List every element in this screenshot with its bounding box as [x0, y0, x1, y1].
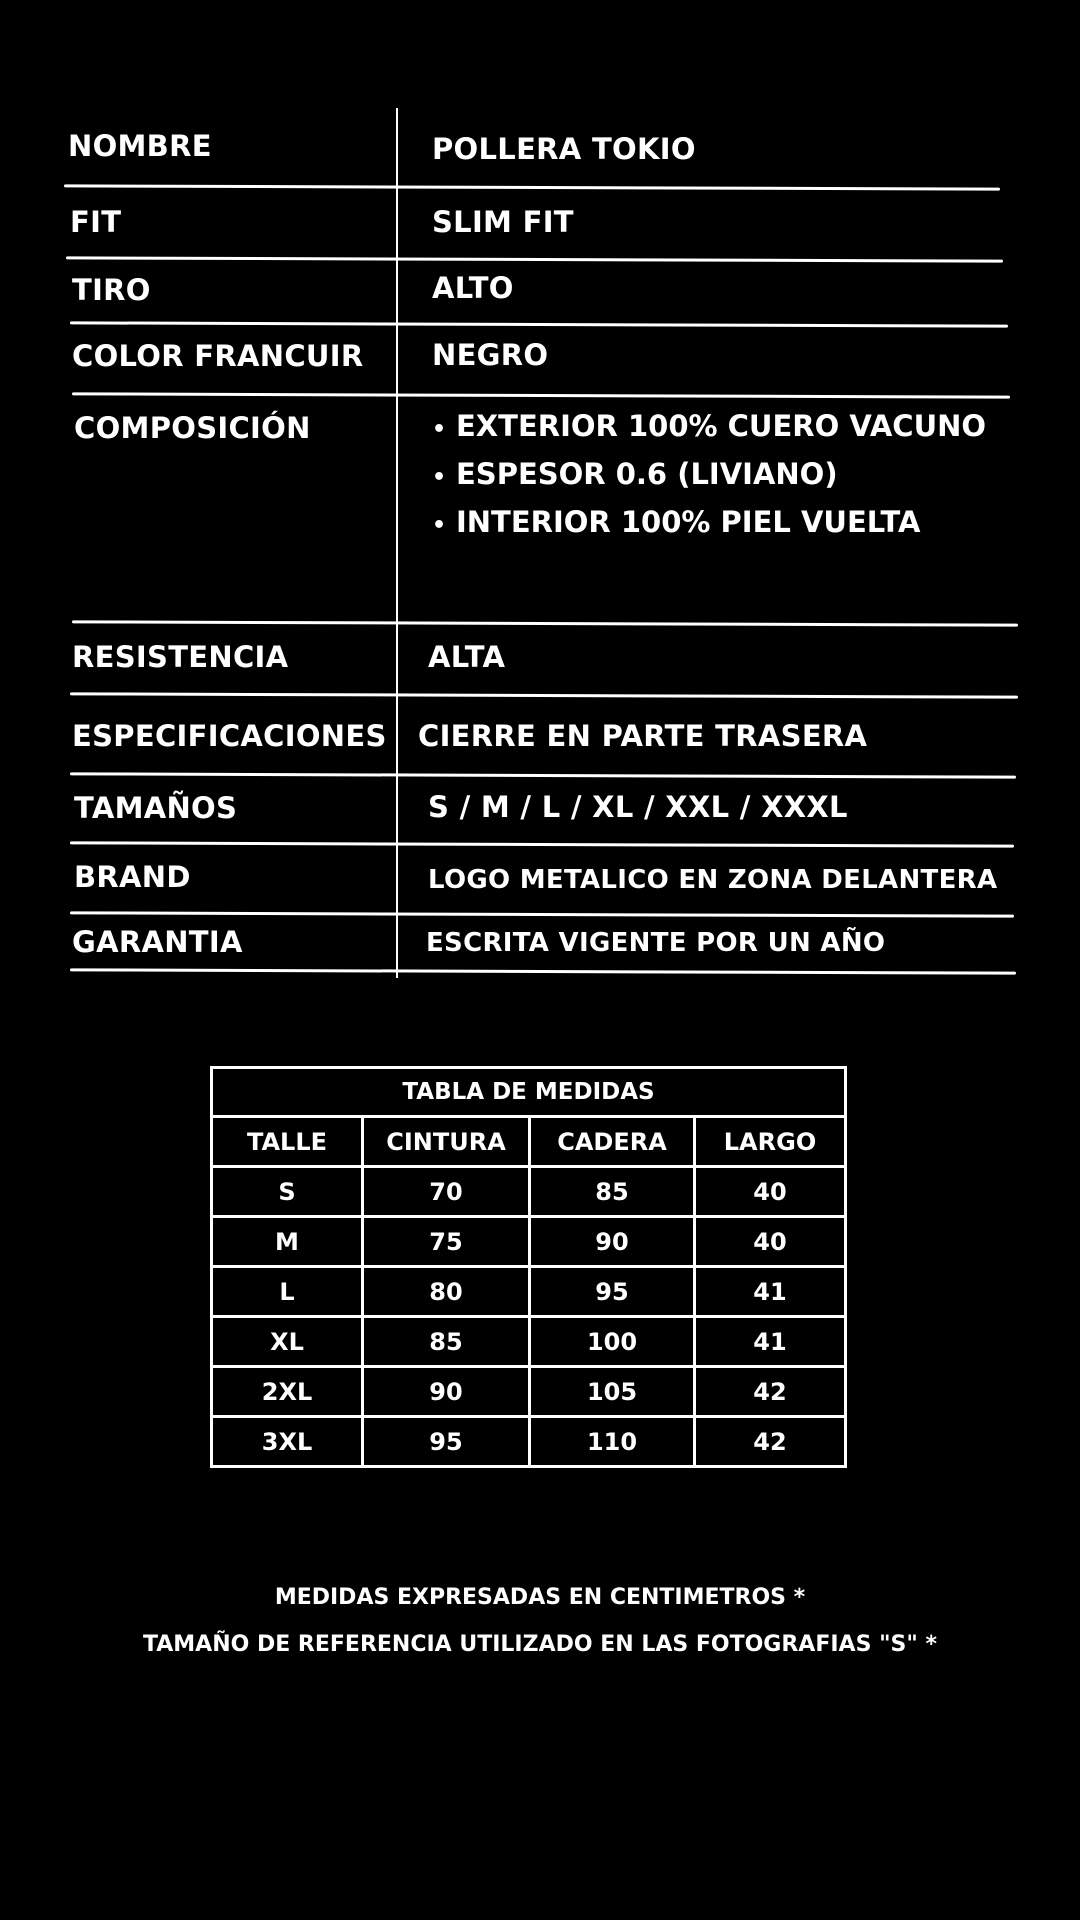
- cell-largo: 40: [695, 1167, 846, 1217]
- header-cintura: CINTURA: [363, 1117, 530, 1167]
- spec-value-fit: SLIM FIT: [432, 205, 574, 239]
- spec-value-tiro: ALTO: [432, 271, 514, 305]
- cell-largo: 42: [695, 1367, 846, 1417]
- table-row: [212, 1267, 846, 1317]
- row-divider: [70, 911, 1014, 917]
- row-divider: [66, 256, 1003, 262]
- cell-talle: 3XL: [212, 1417, 363, 1467]
- table-row: [212, 1367, 846, 1417]
- composition-list: [432, 404, 986, 548]
- cell-cintura: 75: [363, 1217, 530, 1267]
- cell-cadera: 100: [530, 1317, 695, 1367]
- cell-cadera: 90: [530, 1217, 695, 1267]
- cell-cadera: 105: [530, 1367, 695, 1417]
- row-divider: [70, 772, 1016, 778]
- spec-label-garantia: GARANTIA: [72, 925, 243, 959]
- header-cadera: CADERA: [530, 1117, 695, 1167]
- cell-cadera: 95: [530, 1267, 695, 1317]
- spec-label-especificaciones: ESPECIFICACIONES: [72, 719, 387, 753]
- spec-label-composicion: COMPOSICIÓN: [74, 411, 311, 445]
- header-largo: LARGO: [695, 1117, 846, 1167]
- cell-cadera: 110: [530, 1417, 695, 1467]
- row-divider: [64, 184, 1000, 190]
- row-divider: [70, 321, 1008, 327]
- cell-cintura: 80: [363, 1267, 530, 1317]
- header-talle: TALLE: [212, 1117, 363, 1167]
- spec-label-color: COLOR FRANCUIR: [72, 339, 364, 373]
- cell-cadera: 85: [530, 1167, 695, 1217]
- size-chart-title: TABLA DE MEDIDAS: [212, 1068, 846, 1117]
- table-row: [212, 1167, 846, 1217]
- spec-label-resistencia: RESISTENCIA: [72, 640, 289, 674]
- cell-talle: S: [212, 1167, 363, 1217]
- cell-cintura: 90: [363, 1367, 530, 1417]
- cell-largo: 41: [695, 1267, 846, 1317]
- spec-value-nombre: POLLERA TOKIO: [432, 132, 696, 166]
- table-row: [212, 1417, 846, 1467]
- cell-cintura: 85: [363, 1317, 530, 1367]
- reference-note: TAMAÑO DE REFERENCIA UTILIZADO EN LAS FOTOGRAFIAS "S" *: [142, 1632, 938, 1657]
- row-divider: [70, 841, 1014, 847]
- spec-value-tamanos: S / M / L / XL / XXL / XXXL: [428, 790, 848, 824]
- composition-item: • ESPESOR 0.6 (LIVIANO): [432, 452, 986, 500]
- column-divider: [396, 108, 398, 978]
- spec-label-brand: BRAND: [74, 860, 191, 894]
- spec-value-garantia: ESCRITA VIGENTE POR UN AÑO: [426, 928, 886, 958]
- row-divider: [70, 968, 1016, 974]
- spec-value-resistencia: ALTA: [428, 640, 506, 674]
- table-row: [212, 1217, 846, 1267]
- row-divider: [70, 692, 1018, 698]
- size-chart-title-row: [212, 1068, 846, 1117]
- cell-largo: 41: [695, 1317, 846, 1367]
- composition-item: • INTERIOR 100% PIEL VUELTA: [432, 500, 986, 548]
- size-chart-header-row: [212, 1117, 846, 1167]
- spec-value-especificaciones: CIERRE EN PARTE TRASERA: [418, 719, 868, 753]
- units-note: MEDIDAS EXPRESADAS EN CENTIMETROS *: [274, 1585, 806, 1610]
- spec-label-fit: FIT: [70, 205, 122, 239]
- size-chart-table: [210, 1066, 847, 1468]
- composition-item: • EXTERIOR 100% CUERO VACUNO: [432, 404, 986, 452]
- cell-talle: L: [212, 1267, 363, 1317]
- cell-talle: 2XL: [212, 1367, 363, 1417]
- cell-cintura: 95: [363, 1417, 530, 1467]
- cell-largo: 40: [695, 1217, 846, 1267]
- row-divider: [72, 392, 1010, 398]
- row-divider: [72, 620, 1018, 626]
- table-row: [212, 1317, 846, 1367]
- cell-talle: M: [212, 1217, 363, 1267]
- spec-value-color: NEGRO: [432, 338, 549, 372]
- cell-largo: 42: [695, 1417, 846, 1467]
- cell-talle: XL: [212, 1317, 363, 1367]
- cell-cintura: 70: [363, 1167, 530, 1217]
- spec-label-tiro: TIRO: [72, 273, 151, 307]
- spec-label-nombre: NOMBRE: [68, 129, 212, 163]
- spec-value-brand: LOGO METALICO EN ZONA DELANTERA: [428, 865, 998, 895]
- spec-label-tamanos: TAMAÑOS: [74, 791, 238, 825]
